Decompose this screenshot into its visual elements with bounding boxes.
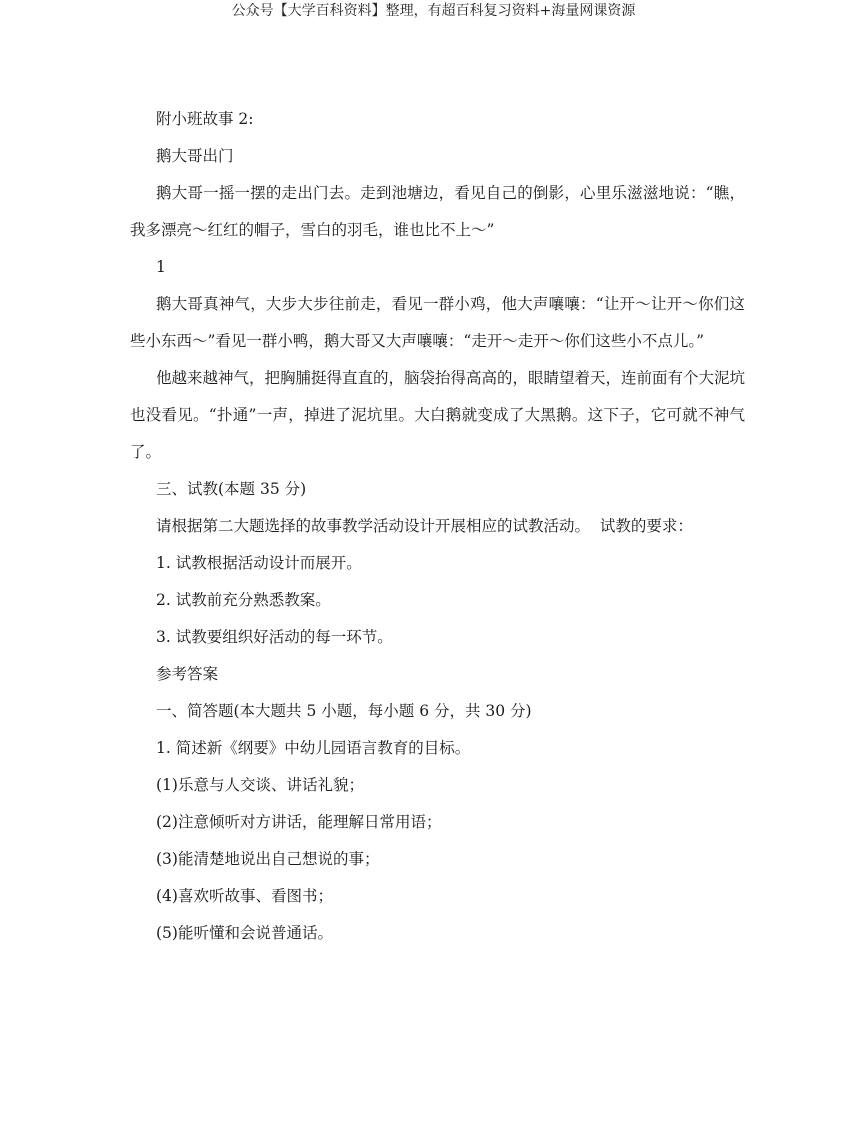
requirement-item: 2. 试教前充分熟悉教案。 (156, 591, 331, 609)
attachment-heading: 附小班故事 2: (156, 110, 254, 128)
answer-item: (5)能听懂和会说普通话。 (156, 924, 333, 942)
answer-item: (4)喜欢听故事、看图书； (156, 887, 333, 905)
story-paragraph-2: 鹅大哥真神气，大步大步往前走，看见一群小鸡，他大声嚷嚷：“让开～让开～你们这些小东西～”看见一群小鸭，鹅大哥又大声嚷嚷：“走开～走开～你们这些小不点儿。” (130, 295, 745, 350)
section-3-intro: 请根据第二大题选择的故事教学活动设计开展相应的试教活动。 试教的要求： (156, 517, 693, 535)
page-header: 公众号【大学百科资料】整理，有超百科复习资料+海量网课资源 (231, 3, 636, 19)
requirement-item: 1. 试教根据活动设计而展开。 (156, 554, 362, 572)
document-body (130, 101, 745, 952)
section-3-title: 三、试教(本题 35 分) (156, 480, 307, 498)
story-paragraph-3: 他越来越神气，把胸脯挺得直直的，脑袋抬得高高的，眼睛望着天，连前面有个大泥坑也没看见。“扑通”一声，掉进了泥坑里。大白鹅就变成了大黑鹅。这下子，它可就不神气了。 (130, 369, 746, 461)
story-paragraph-1: 鹅大哥一摇一摆的走出门去。走到池塘边，看见自己的倒影，心里乐滋滋地说：“瞧，我多漂亮～红红的帽子，雪白的羽毛，谁也比不上～” (130, 184, 745, 239)
requirement-item: 3. 试教要组织好活动的每一环节。 (156, 628, 393, 646)
answer-item: (2)注意倾听对方讲话，能理解日常用语； (156, 813, 442, 831)
answer-title: 参考答案 (156, 665, 219, 683)
story-title: 鹅大哥出门 (156, 147, 234, 165)
answer-item: (1)乐意与人交谈、讲话礼貌； (156, 776, 364, 794)
page-number: 1 (156, 258, 166, 276)
answer-item: (3)能清楚地说出自己想说的事； (156, 850, 380, 868)
answer-section-1-title: 一、简答题(本大题共 5 小题，每小题 6 分，共 30 分) (156, 702, 532, 720)
answer-question-1: 1. 简述新《纲要》中幼儿园语言教育的目标。 (156, 739, 471, 757)
